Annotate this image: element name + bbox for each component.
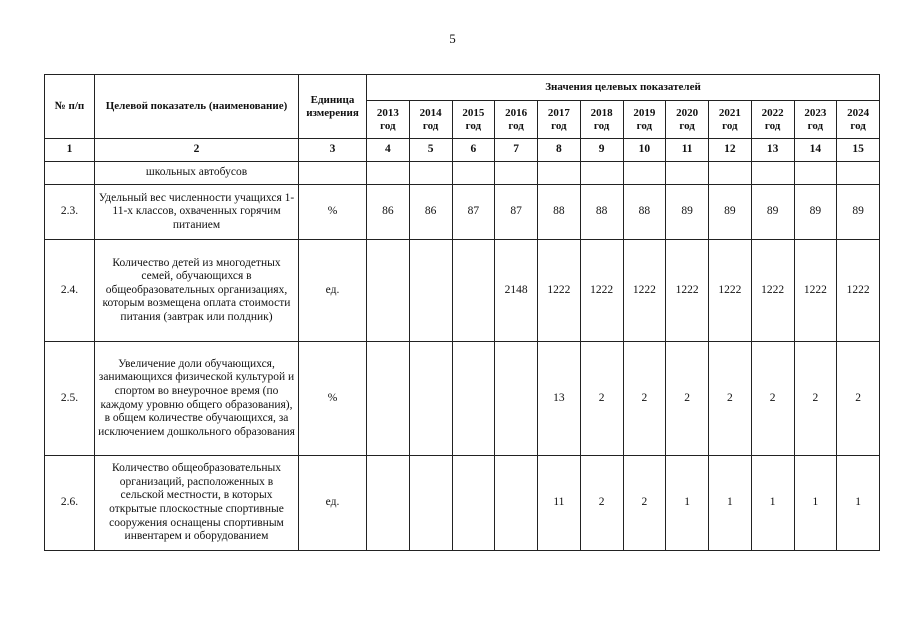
value-cell: 89 bbox=[751, 185, 794, 240]
value-cell: 89 bbox=[837, 185, 880, 240]
header-year: 2018 год bbox=[580, 101, 623, 139]
column-number: 3 bbox=[299, 139, 367, 162]
column-number: 9 bbox=[580, 139, 623, 162]
value-cell: 2 bbox=[580, 342, 623, 456]
column-number: 2 bbox=[95, 139, 299, 162]
value-cell bbox=[495, 342, 538, 456]
header-year: 2021 год bbox=[709, 101, 752, 139]
value-cell: 1222 bbox=[580, 240, 623, 342]
value-cell: 1 bbox=[794, 456, 837, 551]
column-number: 10 bbox=[623, 139, 666, 162]
indicator-name: Увеличение доли обучающихся, занимающихся физической культурой и спортом во внеурочное время (по каждому уровню общего образования), в общем количестве обучающихся, за исключением дошкольного образования bbox=[95, 342, 299, 456]
unit-cell: ед. bbox=[299, 456, 367, 551]
value-cell bbox=[367, 240, 410, 342]
table-body bbox=[45, 162, 880, 551]
value-cell: 1222 bbox=[751, 240, 794, 342]
value-cell: 2 bbox=[709, 342, 752, 456]
value-cell bbox=[495, 162, 538, 185]
column-number: 6 bbox=[452, 139, 495, 162]
header-year: 2014 год bbox=[409, 101, 452, 139]
column-number: 4 bbox=[367, 139, 410, 162]
value-cell: 2 bbox=[666, 342, 709, 456]
header-year: 2015 год bbox=[452, 101, 495, 139]
value-cell: 88 bbox=[580, 185, 623, 240]
value-cell: 1222 bbox=[623, 240, 666, 342]
value-cell bbox=[666, 162, 709, 185]
header-year: 2023 год bbox=[794, 101, 837, 139]
value-cell: 1222 bbox=[709, 240, 752, 342]
indicator-name: школьных автобусов bbox=[95, 162, 299, 185]
header-indicator: Целевой показатель (наименование) bbox=[95, 75, 299, 139]
header-year: 2019 год bbox=[623, 101, 666, 139]
value-cell bbox=[367, 342, 410, 456]
indicator-name: Количество общеобразовательных организаций, расположенных в сельской местности, в которых открытые плоскостные спортивные сооружения оснащены спортивным инвентарем и оборудованием bbox=[95, 456, 299, 551]
header-year: 2013 год bbox=[367, 101, 410, 139]
column-number: 15 bbox=[837, 139, 880, 162]
value-cell: 87 bbox=[495, 185, 538, 240]
header-year: 2016 год bbox=[495, 101, 538, 139]
value-cell bbox=[837, 162, 880, 185]
header-year: 2020 год bbox=[666, 101, 709, 139]
value-cell: 11 bbox=[538, 456, 581, 551]
value-cell bbox=[709, 162, 752, 185]
value-cell: 87 bbox=[452, 185, 495, 240]
column-number: 5 bbox=[409, 139, 452, 162]
header-values-group: Значения целевых показателей bbox=[367, 75, 880, 101]
value-cell bbox=[452, 342, 495, 456]
indicator-name: Удельный вес численности учащихся 1-11-х классов, охваченных горячим питанием bbox=[95, 185, 299, 240]
value-cell bbox=[538, 162, 581, 185]
unit-cell: ед. bbox=[299, 240, 367, 342]
value-cell bbox=[623, 162, 666, 185]
target-indicators-table bbox=[44, 74, 880, 551]
value-cell: 86 bbox=[367, 185, 410, 240]
column-number: 12 bbox=[709, 139, 752, 162]
value-cell bbox=[409, 342, 452, 456]
value-cell: 13 bbox=[538, 342, 581, 456]
value-cell bbox=[367, 456, 410, 551]
value-cell: 1 bbox=[751, 456, 794, 551]
value-cell: 1222 bbox=[538, 240, 581, 342]
value-cell: 1 bbox=[837, 456, 880, 551]
value-cell: 86 bbox=[409, 185, 452, 240]
value-cell: 1 bbox=[666, 456, 709, 551]
value-cell: 89 bbox=[794, 185, 837, 240]
value-cell: 2 bbox=[623, 456, 666, 551]
value-cell: 1 bbox=[709, 456, 752, 551]
header-year: 2022 год bbox=[751, 101, 794, 139]
value-cell bbox=[495, 456, 538, 551]
column-number: 7 bbox=[495, 139, 538, 162]
column-number: 1 bbox=[45, 139, 95, 162]
header-year: 2017 год bbox=[538, 101, 581, 139]
header-unit: Единица измерения bbox=[299, 75, 367, 139]
table-row bbox=[45, 342, 880, 456]
table-row bbox=[45, 185, 880, 240]
value-cell bbox=[452, 456, 495, 551]
value-cell: 2 bbox=[751, 342, 794, 456]
column-number: 14 bbox=[794, 139, 837, 162]
value-cell: 2 bbox=[623, 342, 666, 456]
value-cell: 2 bbox=[580, 456, 623, 551]
row-number: 2.4. bbox=[45, 240, 95, 342]
header-year: 2024 год bbox=[837, 101, 880, 139]
indicator-name: Количество детей из многодетных семей, обучающихся в общеобразовательных организациях, которым возмещена оплата стоимости питания (завтрак или полдник) bbox=[95, 240, 299, 342]
value-cell: 2148 bbox=[495, 240, 538, 342]
value-cell bbox=[452, 240, 495, 342]
value-cell bbox=[452, 162, 495, 185]
value-cell: 88 bbox=[538, 185, 581, 240]
value-cell bbox=[751, 162, 794, 185]
row-number: 2.3. bbox=[45, 185, 95, 240]
unit-cell: % bbox=[299, 342, 367, 456]
table-row bbox=[45, 162, 880, 185]
value-cell bbox=[409, 240, 452, 342]
value-cell bbox=[367, 162, 410, 185]
value-cell: 2 bbox=[837, 342, 880, 456]
row-number: 2.5. bbox=[45, 342, 95, 456]
column-numbers-row bbox=[45, 139, 880, 162]
value-cell bbox=[409, 456, 452, 551]
unit-cell: % bbox=[299, 185, 367, 240]
table-row bbox=[45, 240, 880, 342]
page-number: 5 bbox=[449, 31, 456, 46]
value-cell: 2 bbox=[794, 342, 837, 456]
header-num: № п/п bbox=[45, 75, 95, 139]
row-number: 2.6. bbox=[45, 456, 95, 551]
column-number: 13 bbox=[751, 139, 794, 162]
value-cell: 1222 bbox=[794, 240, 837, 342]
value-cell bbox=[580, 162, 623, 185]
column-number: 11 bbox=[666, 139, 709, 162]
value-cell: 1222 bbox=[666, 240, 709, 342]
value-cell bbox=[794, 162, 837, 185]
value-cell: 89 bbox=[709, 185, 752, 240]
row-number bbox=[45, 162, 95, 185]
value-cell: 88 bbox=[623, 185, 666, 240]
unit-cell bbox=[299, 162, 367, 185]
value-cell bbox=[409, 162, 452, 185]
table-row bbox=[45, 456, 880, 551]
value-cell: 89 bbox=[666, 185, 709, 240]
column-number: 8 bbox=[538, 139, 581, 162]
value-cell: 1222 bbox=[837, 240, 880, 342]
